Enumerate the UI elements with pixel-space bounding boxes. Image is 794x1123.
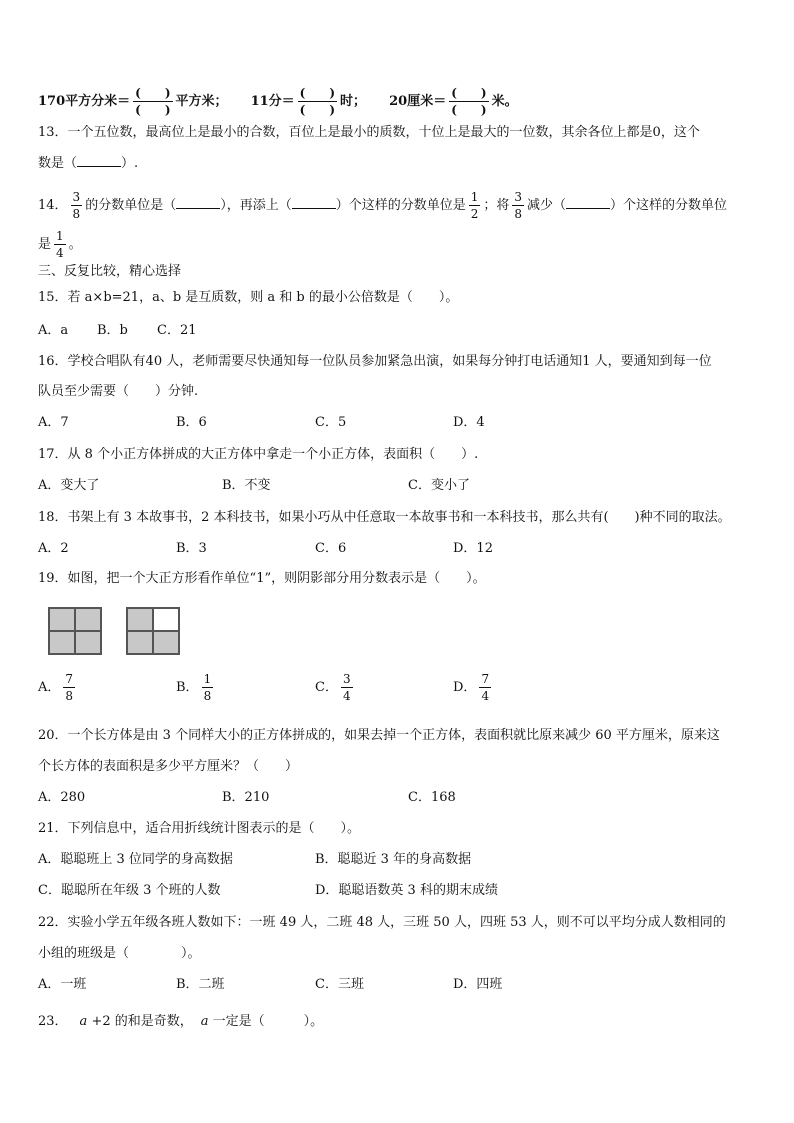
q22-line1: 22．实验小学五年级各班人数如下：一班 49 人，二班 48 人，三班 50 人，四班 53 人，则不可以平均分成人数相同的 xyxy=(38,915,726,930)
q16-option-c[interactable]: C．5 xyxy=(315,415,347,430)
q19-option-c[interactable]: C． $\frac{3}{4}$ xyxy=(315,672,351,703)
q12-frac3: $\frac{( )}{( )}$ xyxy=(451,86,487,117)
q16-line2: 队员至少需要（ ）分钟. xyxy=(38,384,199,399)
q21-stem: 21．下列信息中，适合用折线统计图表示的是（ ）。 xyxy=(38,821,361,836)
q15-option-c[interactable]: C．21 xyxy=(157,323,197,338)
q16-option-a[interactable]: A．7 xyxy=(38,415,69,430)
q21-option-a[interactable]: A．聪聪班上 3 位同学的身高数据 xyxy=(38,852,233,867)
q19-option-a[interactable]: A． $\frac{7}{8}$ xyxy=(38,672,74,703)
q20-line2: 个长方体的表面积是多少平方厘米？（ ） xyxy=(38,759,299,774)
q17-option-a[interactable]: A．变大了 xyxy=(38,478,100,493)
q15-option-b[interactable]: B．b xyxy=(97,323,128,338)
q22-option-b[interactable]: B．二班 xyxy=(176,977,225,992)
q22-option-d[interactable]: D．四班 xyxy=(453,977,503,992)
q19-frac-a: $\frac{7}{8}$ xyxy=(65,672,74,703)
q19-option-b[interactable]: B． $\frac{1}{8}$ xyxy=(176,672,212,703)
q14-line2: 是 $\frac{1}{4}$ 。 xyxy=(38,229,82,260)
q12-frac2: $\frac{( )}{( )}$ xyxy=(299,86,336,117)
q22-option-c[interactable]: C．三班 xyxy=(315,977,364,992)
q12-part1: 170平方分米＝ xyxy=(38,94,131,109)
q14-frac-3-8: $\frac{3}{8}$ xyxy=(72,190,81,221)
q20-option-c[interactable]: C．168 xyxy=(408,790,456,805)
q15-stem: 15．若 a×b=21，a、b 是互质数，则 a 和 b 的最小公倍数是（ ）。 xyxy=(38,290,459,305)
q17-option-c[interactable]: C．变小了 xyxy=(408,478,470,493)
q12-unit2: 时； xyxy=(340,94,367,109)
q13-line2: 数是（ ）. xyxy=(38,156,139,171)
q20-option-a[interactable]: A．280 xyxy=(38,790,86,805)
q12-part3: 20厘米＝ xyxy=(389,94,447,109)
q16-line1: 16．学校合唱队有40 人，老师需要尽快通知每一位队员参加紧急出演，如果每分钟打电话通知1 人，要通知到每一位 xyxy=(38,354,712,369)
q18-stem: 18．书架上有 3 本故事书，2 本科技书，如果小巧从中任意取一本故事书和一本科技书，那么共有( )种不同的取法。 xyxy=(38,510,731,525)
q12-unit3: 米。 xyxy=(491,94,518,109)
q22-option-a[interactable]: A．一班 xyxy=(38,977,87,992)
q14-frac-1-2: $\frac{1}{2}$ xyxy=(470,190,479,221)
q16-option-b[interactable]: B．6 xyxy=(176,415,207,430)
section-heading: 三、反复比较，精心选择 xyxy=(38,264,182,279)
q19-option-d[interactable]: D． $\frac{7}{4}$ xyxy=(453,672,490,703)
q21-option-d[interactable]: D．聪聪语数英 3 科的期末成绩 xyxy=(315,883,498,898)
shaded-square-figure-full xyxy=(48,607,102,655)
q23-var-a2: a xyxy=(200,1014,209,1029)
q19-stem: 19．如图，把一个大正方形看作单位“1”，则阴影部分用分数表示是（ ）。 xyxy=(38,571,486,586)
q21-option-c[interactable]: C．聪聪所在年级 3 个班的人数 xyxy=(38,883,221,898)
q18-option-a[interactable]: A．2 xyxy=(38,541,69,556)
q19-frac-b: $\frac{1}{8}$ xyxy=(203,672,212,703)
q12-frac1: $\frac{( )}{( )}$ xyxy=(135,86,171,117)
q14-blank-2[interactable] xyxy=(292,196,336,209)
q13-line1: 13．一个五位数，最高位上是最小的合数，百位上是最小的质数，十位上是最大的一位数，其余各位上都是0，这个 xyxy=(38,125,700,140)
q17-option-b[interactable]: B．不变 xyxy=(222,478,271,493)
q20-option-b[interactable]: B．210 xyxy=(222,790,270,805)
shaded-square-figure-partial xyxy=(126,607,180,655)
q18-option-b[interactable]: B．3 xyxy=(176,541,207,556)
q21-option-b[interactable]: B．聪聪近 3 年的身高数据 xyxy=(315,852,472,867)
q19-frac-d: $\frac{7}{4}$ xyxy=(481,672,490,703)
q14-frac-3-8b: $\frac{3}{8}$ xyxy=(514,190,523,221)
q19-frac-c: $\frac{3}{4}$ xyxy=(342,672,351,703)
q15-option-a[interactable]: A．a xyxy=(38,323,69,338)
q14-blank-1[interactable] xyxy=(176,196,220,209)
q12-unit1: 平方米； xyxy=(175,94,228,109)
q18-option-c[interactable]: C．6 xyxy=(315,541,347,556)
q18-option-d[interactable]: D．12 xyxy=(453,541,493,556)
q14-frac-1-4: $\frac{1}{4}$ xyxy=(56,229,64,260)
q17-stem: 17．从 8 个小正方体拼成的大正方体中拿走一个小正方体，表面积（ ）. xyxy=(38,447,479,462)
q23-stem: 23． a +2 的和是奇数， a 一定是（ ）。 xyxy=(38,1014,324,1029)
q16-option-d[interactable]: D．4 xyxy=(453,415,485,430)
q20-line1: 20．一个长方体是由 3 个同样大小的正方体拼成的，如果去掉一个正方体，表面积就比原来减少 60 平方厘米，原来这 xyxy=(38,728,720,743)
q12-line xyxy=(38,86,518,117)
q13-answer-blank[interactable] xyxy=(77,154,121,167)
q22-line2: 小组的班级是（ ）。 xyxy=(38,946,201,961)
q23-var-a: a xyxy=(79,1014,88,1029)
q14-blank-3[interactable] xyxy=(566,196,610,209)
q14-line1: 14． $\frac{3}{8}$ 的分数单位是（ ），再添上（ ）个这样的分数单位是 $\frac{1}{2}$ ；将 $\frac{3}{8}$ 减少（ ）个这样的分数单位 xyxy=(38,190,728,221)
q12-part2: 11分＝ xyxy=(250,94,295,109)
